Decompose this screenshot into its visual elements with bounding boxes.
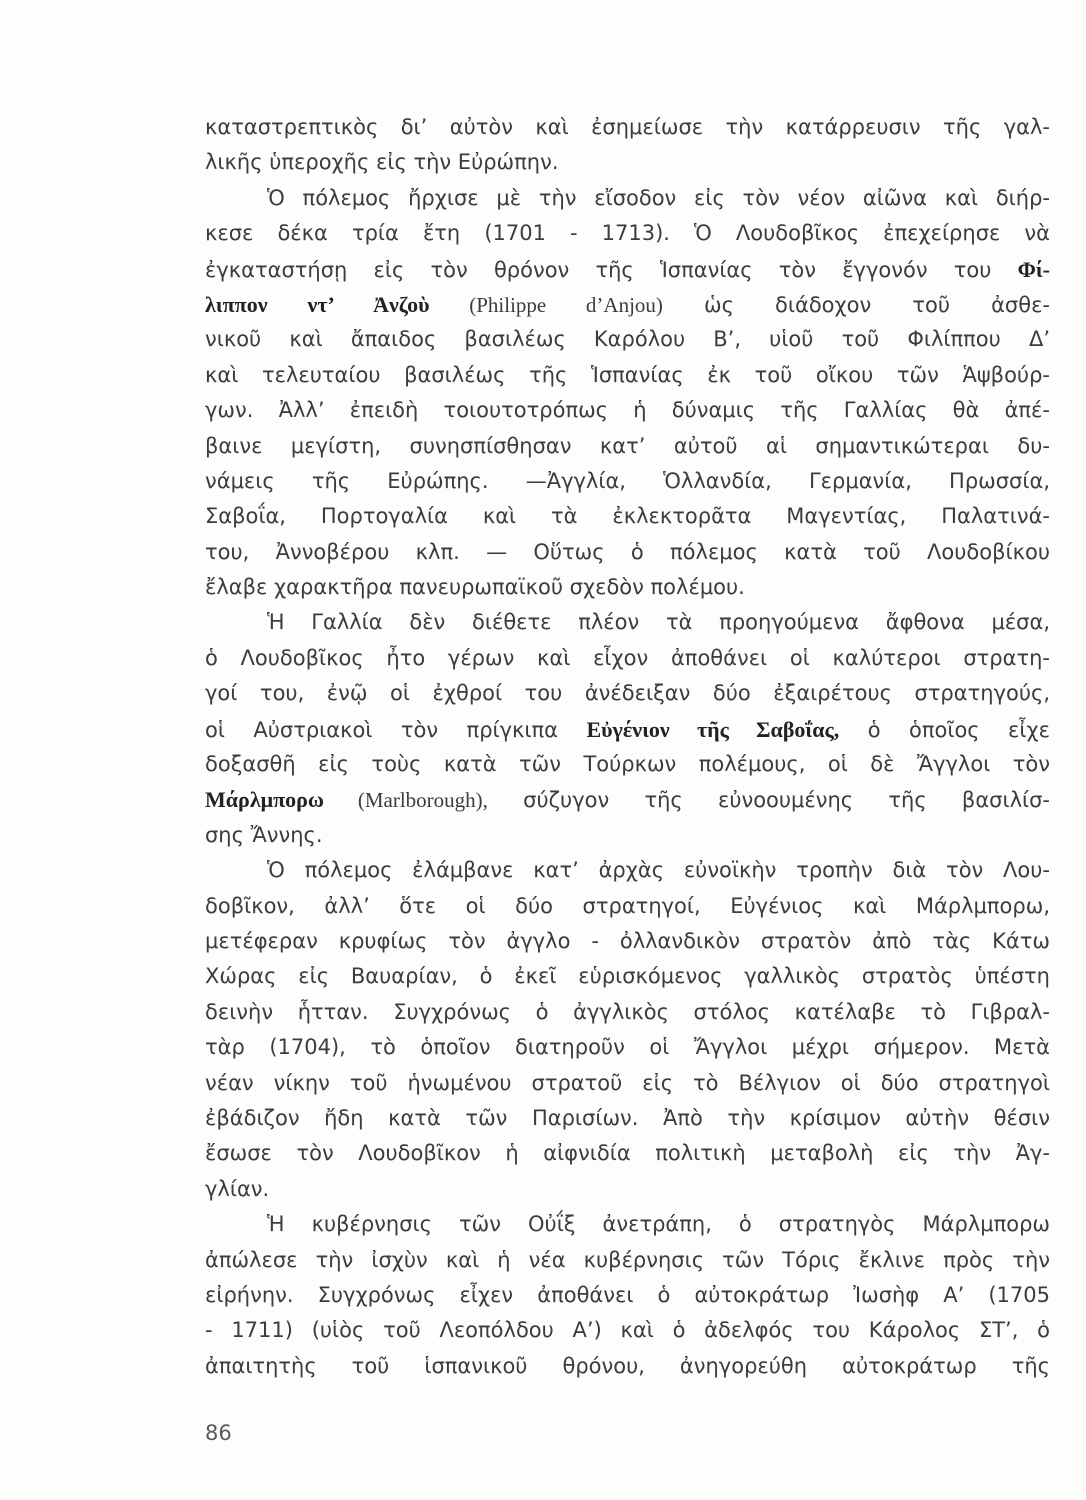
- text-line: Ἡ κυβέρνησις τῶν Οὐΐξ ἀνετράπη, ὁ στρατηγὸς Μάρλμπορω: [267, 1212, 1050, 1237]
- text-line: γων. Ἀλλ’ ἐπειδὴ τοιουτοτρόπως ἡ δύναμις τῆς Γαλλίας θὰ ἀπέ-: [205, 398, 1050, 423]
- bold-name: Φί-: [1017, 256, 1050, 282]
- text-line: γοί του, ἐνῷ οἱ ἐχθροί του ἀνέδειξαν δύο ἐξαιρέτους στρατηγούς,: [205, 681, 1050, 706]
- text-line: καὶ τελευταίου βασιλέως τῆς Ἱσπανίας ἐκ τοῦ οἴκου τῶν Ἁψβούρ-: [205, 362, 1050, 387]
- text-line: Ἡ Γαλλία δὲν διέθετε πλέον τὰ προηγούμενα ἄφθονα μέσα,: [267, 610, 1050, 635]
- paragraph: [205, 853, 1050, 1207]
- bold-name: Μάρλμπορω: [205, 787, 325, 813]
- text-line: λικῆς ὑπεροχῆς εἰς τὴν Εὐρώπην.: [205, 150, 559, 175]
- text-run: σύζυγον τῆς εὐνοουμένης τῆς βασιλίσ-: [487, 788, 1050, 813]
- text-line: Ὁ πόλεμος ἤρχισε μὲ τὴν εἴσοδον εἰς τὸν νέον αἰῶνα καὶ διήρ-: [267, 185, 1050, 210]
- text-run: οἱ Αὐστριακοὶ τὸν πρίγκιπα: [205, 717, 587, 742]
- paragraph: [205, 1207, 1050, 1384]
- text-line: ἔλαβε χαρακτῆρα πανευρωπαϊκοῦ σχεδὸν πολέμου.: [205, 575, 745, 600]
- text-line: ἀπαιτητὴς τοῦ ἱσπανικοῦ θρόνου, ἀνηγορεύθη αὐτοκράτωρ τῆς: [205, 1353, 1050, 1378]
- text-run: ὁ ὁποῖος εἶχε: [839, 717, 1050, 742]
- text-line: μετέφεραν κρυφίως τὸν ἀγγλο - ὀλλανδικὸν στρατὸν ἀπὸ τὰς Κάτω: [205, 928, 1050, 953]
- text-line: [205, 252, 1050, 287]
- text-run: ὡς διάδοχον τοῦ ἀσθε-: [662, 292, 1051, 317]
- text-line: Σαβοΐα, Πορτογαλία καὶ τὰ ἐκλεκτορᾶτα Μαγεντίας, Παλατινά-: [205, 504, 1050, 529]
- text-line: Ὁ πόλεμος ἐλάμβανε κατ’ ἀρχὰς εὐνοϊκὴν τροπὴν διὰ τὸν Λου-: [267, 858, 1050, 883]
- text-line: γλίαν.: [205, 1176, 270, 1201]
- paragraph: [205, 605, 1050, 853]
- text-line: κεσε δέκα τρία ἔτη (1701 - 1713). Ὁ Λουδοβῖκος ἐπεχείρησε νὰ: [205, 221, 1050, 246]
- text-run: ἐγκαταστήσῃ εἰς τὸν θρόνον τῆς Ἱσπανίας τὸν ἔγγονόν του: [205, 257, 1018, 282]
- text-line: δοβῖκον, ἀλλ’ ὅτε οἱ δύο στρατηγοί, Εὐγένιος καὶ Μάρλμπορω,: [205, 893, 1050, 918]
- text-line: ὁ Λουδοβῖκος ἦτο γέρων καὶ εἶχον ἀποθάνει οἱ καλύτεροι στρατη-: [205, 645, 1050, 670]
- paragraph: [205, 181, 1050, 606]
- text-line: τὰρ (1704), τὸ ὁποῖον διατηροῦν οἱ Ἄγγλοι μέχρι σήμερον. Μετὰ: [205, 1035, 1050, 1060]
- text-line: [205, 287, 1050, 322]
- text-line: δοξασθῆ εἰς τοὺς κατὰ τῶν Τούρκων πολέμους, οἱ δὲ Ἄγγλοι τὸν: [205, 752, 1050, 777]
- text-line: νικοῦ καὶ ἄπαιδος βασιλέως Καρόλου Β’, υἱοῦ τοῦ Φιλίππου Δ’: [205, 327, 1050, 352]
- bold-name: Εὐγένιον τῆς Σαβοΐας,: [586, 716, 840, 742]
- text-line: ἐβάδιζον ἤδη κατὰ τῶν Παρισίων. Ἀπὸ τὴν κρίσιμον αὐτὴν θέσιν: [205, 1105, 1050, 1130]
- text-line: βαινε μεγίστη, συνησπίσθησαν κατ’ αὐτοῦ αἱ σημαντικώτεραι δυ-: [205, 433, 1050, 458]
- text-line: [205, 712, 1050, 747]
- text-line: καταστρεπτικὸς δι’ αὐτὸν καὶ ἐσημείωσε τὴν κατάρρευσιν τῆς γαλ-: [205, 115, 1050, 139]
- text-line: του, Ἀννοβέρου κλπ. — Οὕτως ὁ πόλεμος κατὰ τοῦ Λουδοβίκου: [205, 539, 1050, 564]
- page-number: 86: [205, 1421, 232, 1445]
- latin-gloss: (Marlborough),: [324, 788, 488, 813]
- text-line: [205, 782, 1050, 817]
- paragraph: [205, 110, 1050, 181]
- latin-gloss: (Philippe d’Anjou): [429, 292, 663, 317]
- bold-name: λιππον ντ’ Ἀνζοὺ: [205, 291, 430, 317]
- text-line: σης Ἄννης.: [205, 822, 323, 847]
- text-line: - 1711) (υἱὸς τοῦ Λεοπόλδου Α’) καὶ ὁ ἀδελφός του Κάρολος ΣΤ’, ὁ: [205, 1318, 1050, 1343]
- text-line: δεινὴν ἧτταν. Συγχρόνως ὁ ἀγγλικὸς στόλος κατέλαβε τὸ Γιβραλ-: [205, 999, 1050, 1024]
- text-line: Χώρας εἰς Βαυαρίαν, ὁ ἐκεῖ εὑρισκόμενος γαλλικὸς στρατὸς ὑπέστη: [205, 964, 1050, 989]
- text-line: ἀπώλεσε τὴν ἰσχὺν καὶ ἡ νέα κυβέρνησις τῶν Τόρις ἔκλινε πρὸς τὴν: [205, 1247, 1050, 1272]
- text-line: ἔσωσε τὸν Λουδοβῖκον ἡ αἰφνιδία πολιτικὴ μεταβολὴ εἰς τὴν Ἀγ-: [205, 1141, 1050, 1166]
- text-line: νέαν νίκην τοῦ ἡνωμένου στρατοῦ εἰς τὸ Βέλγιον οἱ δύο στρατηγοὶ: [205, 1070, 1050, 1095]
- text-line: νάμεις τῆς Εὐρώπης. —Ἀγγλία, Ὁλλανδία, Γερμανία, Πρωσσία,: [205, 468, 1050, 493]
- body-text: [205, 110, 1050, 1384]
- text-line: εἰρήνην. Συγχρόνως εἶχεν ἀποθάνει ὁ αὐτοκράτωρ Ἰωσὴφ Α’ (1705: [205, 1282, 1050, 1307]
